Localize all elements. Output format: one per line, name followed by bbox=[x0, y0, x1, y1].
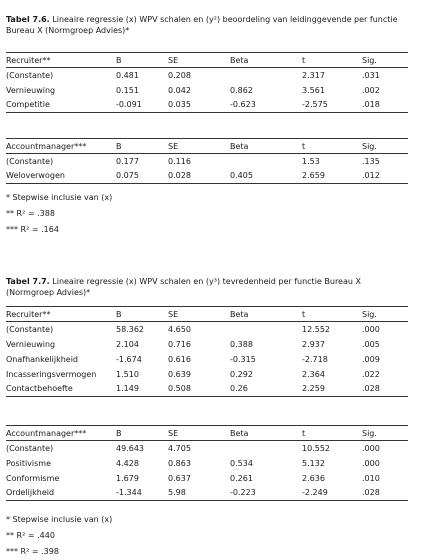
table-row-cell: 2.937 bbox=[302, 339, 325, 349]
table-7-6-accountmanager bbox=[6, 138, 408, 184]
table-header-row-cell: Sig. bbox=[362, 426, 408, 441]
table-header-row-cell: Sig. bbox=[362, 53, 408, 68]
table-7-7-note-2: ** R² = .440 bbox=[6, 531, 55, 540]
table-7-6-caption-label: Tabel 7.6. bbox=[6, 15, 50, 24]
table-row-cell bbox=[230, 441, 302, 456]
table-row-cell: 0.405 bbox=[230, 169, 302, 184]
table-row-cell: Incasseringsvermogen bbox=[6, 369, 97, 379]
table-row-cell: Conformisme bbox=[6, 473, 60, 483]
table-row-cell: (Constante) bbox=[6, 70, 54, 80]
table-row-cell: 0.151 bbox=[116, 85, 139, 95]
table-row-cell: 0.639 bbox=[168, 369, 191, 379]
table-header-row-cell: SE bbox=[168, 307, 230, 322]
table-7-6-note-3: *** R² = .164 bbox=[6, 225, 59, 234]
table-row-cell: -1.674 bbox=[116, 354, 142, 364]
table-row-cell: 0.042 bbox=[168, 85, 191, 95]
table-row-cell: .031 bbox=[362, 70, 380, 80]
table-row-cell: -0.315 bbox=[230, 354, 256, 364]
table-row-cell: 0.508 bbox=[168, 382, 230, 397]
table-header-row-cell: Recruiter** bbox=[6, 307, 116, 322]
table-header-row-cell: Recruiter** bbox=[6, 53, 116, 68]
table-row-cell: 0.716 bbox=[168, 339, 191, 349]
table-row bbox=[6, 68, 408, 83]
table-row-cell: 0.863 bbox=[168, 458, 191, 468]
table-row-cell bbox=[230, 322, 302, 337]
table-row-cell: Onafhankelijkheid bbox=[6, 354, 78, 364]
table-row-cell: 2.104 bbox=[116, 339, 139, 349]
table-header-row-cell: SE bbox=[168, 139, 230, 154]
table-row-cell: 4.428 bbox=[116, 458, 139, 468]
table-row-cell: 0.035 bbox=[168, 98, 230, 113]
table-row bbox=[6, 154, 408, 169]
table-row-cell: Ordelijkheid bbox=[6, 486, 116, 501]
table-row-cell: 10.552 bbox=[302, 443, 330, 453]
table-7-6-note-2: ** R² = .388 bbox=[6, 209, 55, 218]
table-row-cell bbox=[230, 154, 302, 169]
table-row-cell: 2.659 bbox=[302, 169, 362, 184]
table-row-cell: 3.561 bbox=[302, 85, 325, 95]
table-header-row-cell: t bbox=[302, 307, 362, 322]
table-row-cell: 0.075 bbox=[116, 169, 168, 184]
table-header-row-cell: t bbox=[302, 53, 362, 68]
table-7-6-caption-text: Lineaire regressie (x) WPV schalen en (y²) beoordeling van leidinggevende per functie Bureau X (Normgroep Advies)* bbox=[6, 15, 398, 35]
table-row-cell: 0.481 bbox=[116, 70, 139, 80]
table-row-cell: 0.388 bbox=[230, 339, 253, 349]
table-7-7-note-1: * Stepwise inclusie van (x) bbox=[6, 515, 113, 524]
table-row-cell: 1.149 bbox=[116, 382, 168, 397]
table-7-6-recruiter bbox=[6, 52, 408, 113]
table-row bbox=[6, 367, 408, 382]
table-row-cell: 0.116 bbox=[168, 156, 191, 166]
table-row-cell: -0.623 bbox=[230, 98, 302, 113]
table-row-cell: 1.53 bbox=[302, 156, 320, 166]
table-7-7-recruiter bbox=[6, 306, 408, 397]
table-row-cell: 4.650 bbox=[168, 324, 191, 334]
table-row-cell: .000 bbox=[362, 458, 380, 468]
table-header-row-cell: Accountmanager*** bbox=[6, 139, 116, 154]
table-row-cell: -2.575 bbox=[302, 98, 362, 113]
table-header-row bbox=[6, 307, 408, 322]
table-row bbox=[6, 456, 408, 471]
table-row-cell: 49.643 bbox=[116, 443, 144, 453]
table-row-cell: (Constante) bbox=[6, 156, 54, 166]
table-row-cell: Positivisme bbox=[6, 458, 52, 468]
table-row bbox=[6, 83, 408, 98]
table-row-cell: .135 bbox=[362, 156, 380, 166]
table-row-cell: 0.292 bbox=[230, 369, 253, 379]
table-row-cell: .028 bbox=[362, 382, 408, 397]
table-row-cell: 0.261 bbox=[230, 473, 253, 483]
table-row-cell: .000 bbox=[362, 443, 380, 453]
table-row bbox=[6, 441, 408, 456]
table-row-cell: Contactbehoefte bbox=[6, 382, 116, 397]
table-row-cell: 0.637 bbox=[168, 473, 191, 483]
table-row-cell: 2.317 bbox=[302, 70, 325, 80]
table-row-cell: .012 bbox=[362, 169, 408, 184]
table-row-cell: 1.679 bbox=[116, 473, 139, 483]
table-7-7-caption bbox=[6, 276, 410, 298]
table-row-cell: .018 bbox=[362, 98, 408, 113]
table-row bbox=[6, 352, 408, 367]
table-row-cell: 1.510 bbox=[116, 369, 139, 379]
table-header-row bbox=[6, 139, 408, 154]
table-row-cell: .028 bbox=[362, 486, 408, 501]
table-row-cell: .022 bbox=[362, 369, 380, 379]
table-row bbox=[6, 337, 408, 352]
table-row-cell bbox=[230, 68, 302, 83]
table-row-cell: 4.705 bbox=[168, 443, 191, 453]
table-row-cell: .009 bbox=[362, 354, 380, 364]
table-row-cell: (Constante) bbox=[6, 443, 54, 453]
table-row-cell: -2.249 bbox=[302, 486, 362, 501]
table-header-row-cell: Sig. bbox=[362, 139, 408, 154]
table-row-cell: Vernieuwing bbox=[6, 339, 56, 349]
table-row bbox=[6, 322, 408, 337]
table-row-cell: 0.26 bbox=[230, 382, 302, 397]
table-header-row bbox=[6, 53, 408, 68]
table-header-row-cell: SE bbox=[168, 53, 230, 68]
table-7-7-caption-label: Tabel 7.7. bbox=[6, 277, 50, 286]
table-header-row-cell: B bbox=[116, 53, 168, 68]
table-header-row-cell: Beta bbox=[230, 426, 302, 441]
table-row bbox=[6, 486, 408, 501]
table-row-cell: 0.534 bbox=[230, 458, 253, 468]
table-row-cell: 0.862 bbox=[230, 85, 253, 95]
table-row bbox=[6, 98, 408, 113]
table-7-7-caption-text: Lineaire regressie (x) WPV schalen en (y³) tevredenheid per functie Bureau X (Normgroep Advies)* bbox=[6, 277, 361, 297]
table-row-cell: -0.091 bbox=[116, 98, 168, 113]
table-header-row-cell: B bbox=[116, 426, 168, 441]
table-header-row-cell: t bbox=[302, 139, 362, 154]
table-row-cell: .002 bbox=[362, 85, 380, 95]
table-row-cell: -2.718 bbox=[302, 354, 328, 364]
table-7-6-note-1: * Stepwise inclusie van (x) bbox=[6, 193, 113, 202]
table-row-cell: 58.362 bbox=[116, 324, 144, 334]
table-header-row bbox=[6, 426, 408, 441]
table-row-cell: 12.552 bbox=[302, 324, 330, 334]
table-header-row-cell: B bbox=[116, 139, 168, 154]
table-row-cell: .010 bbox=[362, 473, 380, 483]
table-row-cell: .000 bbox=[362, 324, 380, 334]
table-row bbox=[6, 471, 408, 486]
table-header-row-cell: t bbox=[302, 426, 362, 441]
table-row-cell: 5.98 bbox=[168, 486, 230, 501]
table-row bbox=[6, 169, 408, 184]
table-row-cell: Weloverwogen bbox=[6, 169, 116, 184]
table-header-row-cell: B bbox=[116, 307, 168, 322]
table-7-6-caption bbox=[6, 14, 410, 36]
table-row-cell: 5.132 bbox=[302, 458, 325, 468]
table-row-cell: 0.208 bbox=[168, 70, 191, 80]
table-row-cell: 2.259 bbox=[302, 382, 362, 397]
table-header-row-cell: Beta bbox=[230, 53, 302, 68]
table-row bbox=[6, 382, 408, 397]
table-7-7-note-3: *** R² = .398 bbox=[6, 547, 59, 556]
table-row-cell: Vernieuwing bbox=[6, 85, 56, 95]
table-row-cell: -1.344 bbox=[116, 486, 168, 501]
table-row-cell: -0.223 bbox=[230, 486, 302, 501]
table-7-7-accountmanager bbox=[6, 425, 408, 501]
table-row-cell: 0.028 bbox=[168, 169, 230, 184]
table-row-cell: Competitie bbox=[6, 98, 116, 113]
table-header-row-cell: Sig. bbox=[362, 307, 408, 322]
table-header-row-cell: Accountmanager*** bbox=[6, 426, 116, 441]
table-row-cell: 2.636 bbox=[302, 473, 325, 483]
table-header-row-cell: SE bbox=[168, 426, 230, 441]
table-header-row-cell: Beta bbox=[230, 139, 302, 154]
table-row-cell: 0.616 bbox=[168, 354, 191, 364]
table-header-row-cell: Beta bbox=[230, 307, 302, 322]
table-row-cell: 2.364 bbox=[302, 369, 325, 379]
table-row-cell: .005 bbox=[362, 339, 380, 349]
table-row-cell: (Constante) bbox=[6, 324, 54, 334]
table-row-cell: 0.177 bbox=[116, 156, 139, 166]
